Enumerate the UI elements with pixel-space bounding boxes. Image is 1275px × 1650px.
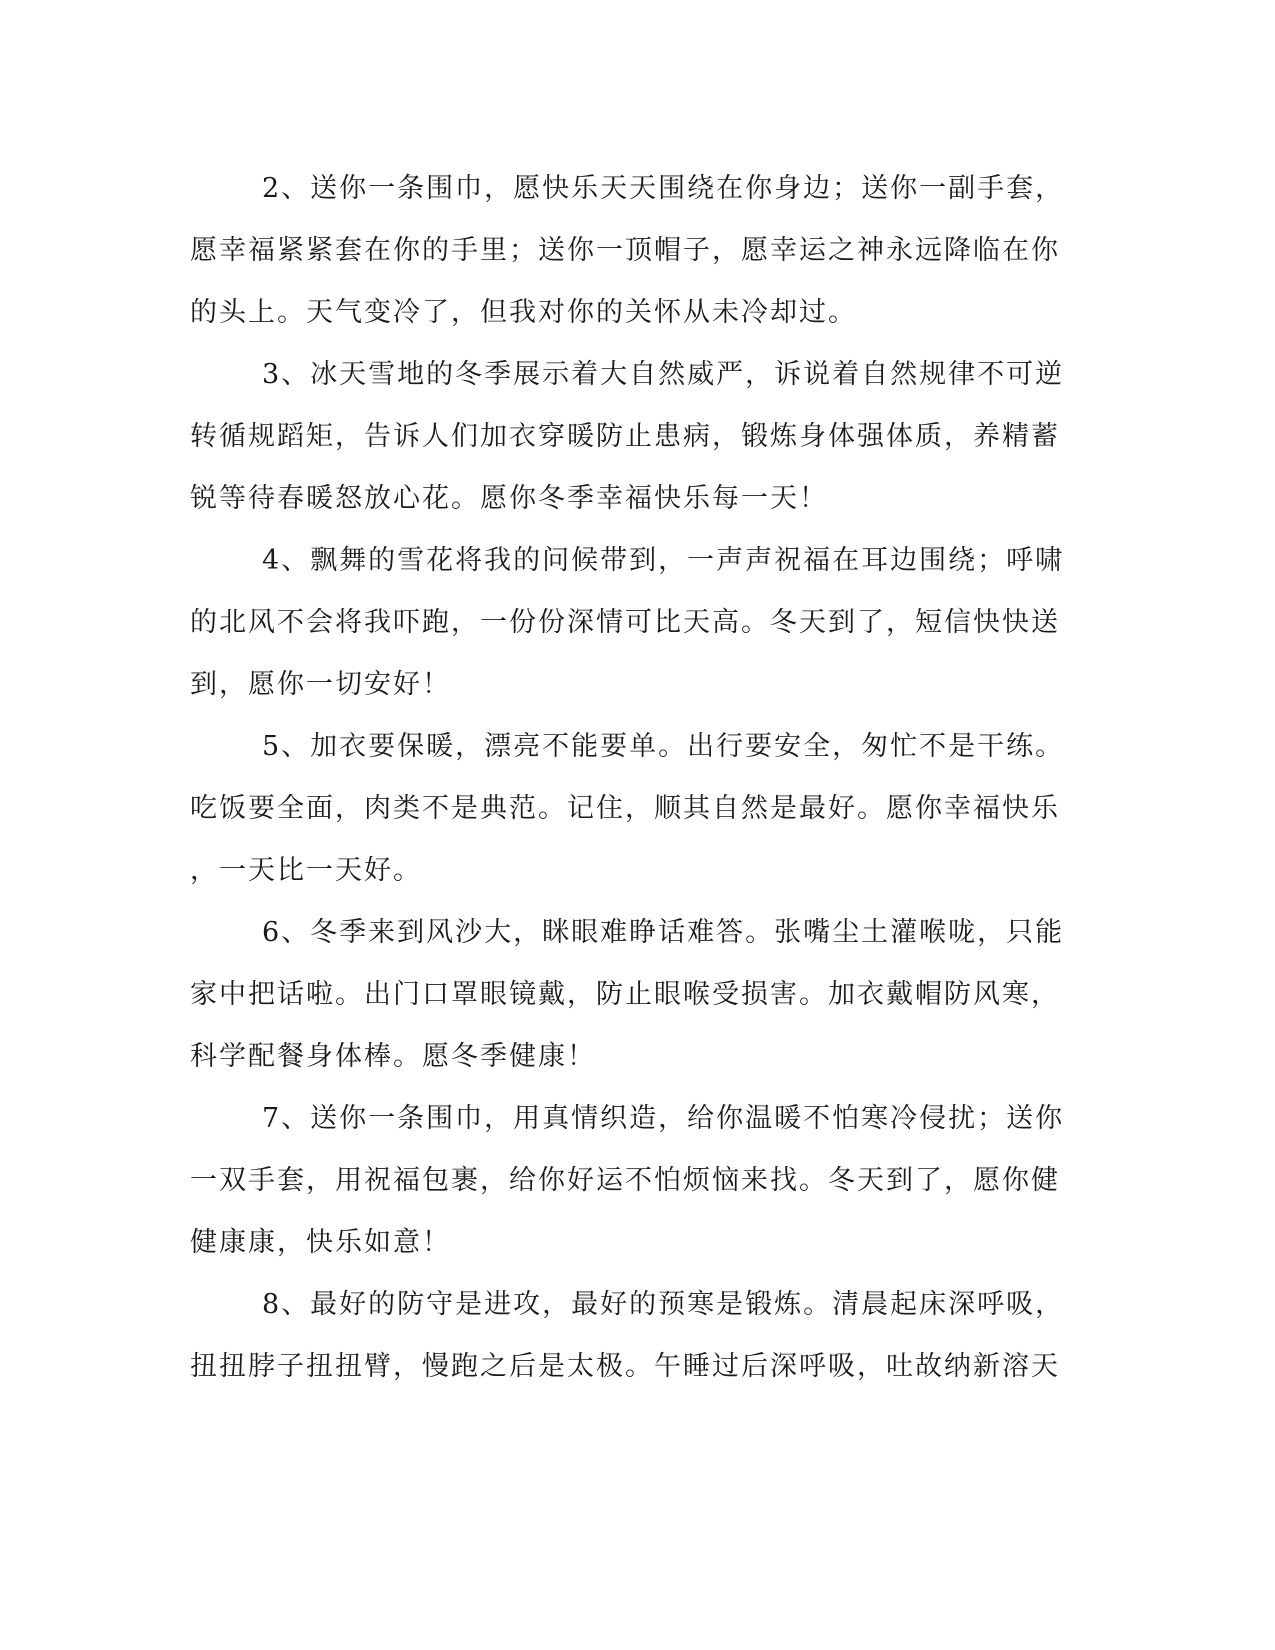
paragraph-line: 的北风不会将我吓跑，一份份深情可比天高。冬天到了，短信快快送 <box>190 607 1060 638</box>
paragraph-line: 4、飘舞的雪花将我的问候带到，一声声祝福在耳边围绕；呼啸 <box>262 545 1065 576</box>
paragraph-line: ，一天比一天好。 <box>190 855 422 886</box>
paragraph-3 <box>190 344 1065 530</box>
paragraph-8 <box>190 1274 1065 1398</box>
paragraph-line: 扭扭脖子扭扭臂，慢跑之后是太极。午睡过后深呼吸，吐故纳新溶天 <box>190 1351 1060 1382</box>
paragraph-7 <box>190 1088 1065 1274</box>
paragraph-line: 5、加衣要保暖，漂亮不能要单。出行要安全，匆忙不是干练。 <box>262 731 1065 762</box>
paragraph-line: 8、最好的防守是进攻，最好的预寒是锻炼。清晨起床深呼吸， <box>262 1289 1065 1320</box>
paragraph-line: 到，愿你一切安好！ <box>190 669 451 700</box>
paragraph-line: 家中把话啦。出门口罩眼镜戴，防止眼喉受损害。加衣戴帽防风寒， <box>190 979 1060 1010</box>
paragraph-5 <box>190 716 1065 902</box>
paragraph-2 <box>190 158 1065 344</box>
paragraph-line: 7、送你一条围巾，用真情织造，给你温暖不怕寒冷侵扰；送你 <box>262 1103 1065 1134</box>
paragraph-line: 2、送你一条围巾，愿快乐天天围绕在你身边；送你一副手套， <box>262 173 1065 204</box>
paragraph-line: 愿幸福紧紧套在你的手里；送你一顶帽子，愿幸运之神永远降临在你 <box>190 235 1060 266</box>
paragraph-line: 科学配餐身体棒。愿冬季健康！ <box>190 1041 596 1072</box>
document-body <box>190 158 1065 1398</box>
paragraph-line: 3、冰天雪地的冬季展示着大自然威严，诉说着自然规律不可逆 <box>262 359 1065 390</box>
paragraph-line: 锐等待春暖怒放心花。愿你冬季幸福快乐每一天！ <box>190 483 828 514</box>
paragraph-4 <box>190 530 1065 716</box>
paragraph-line: 吃饭要全面，肉类不是典范。记住，顺其自然是最好。愿你幸福快乐 <box>190 793 1060 824</box>
paragraph-line: 一双手套，用祝福包裹，给你好运不怕烦恼来找。冬天到了，愿你健 <box>190 1165 1060 1196</box>
paragraph-line: 的头上。天气变冷了，但我对你的关怀从未冷却过。 <box>190 297 857 328</box>
paragraph-6 <box>190 902 1065 1088</box>
paragraph-line: 转循规蹈矩，告诉人们加衣穿暖防止患病，锻炼身体强体质，养精蓄 <box>190 421 1060 452</box>
paragraph-line: 健康康，快乐如意！ <box>190 1227 451 1258</box>
paragraph-line: 6、冬季来到风沙大，眯眼难睁话难答。张嘴尘土灌喉咙，只能 <box>262 917 1065 948</box>
